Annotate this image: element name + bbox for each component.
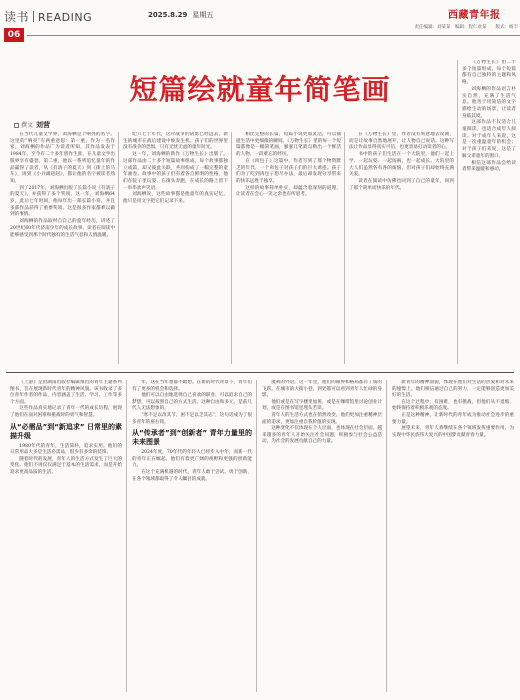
paragraph: “寒不足以改其节，困不足以乏其志”，这句话成为了很多青年的座右铭。 — [132, 412, 252, 425]
upper-column-4 — [349, 132, 454, 364]
section-separator — [6, 372, 514, 373]
paragraph: 新青年的精神面貌，体现在他们对生活的热爱和对未来的憧憬上。他们相信通过自己的努力，一定能够创造更加美好的生活。 — [392, 380, 514, 399]
masthead: 西藏青年报 — [448, 10, 501, 21]
paragraph: 在这个充满机遇的时代，青年人敢于尝试、勇于创新，在各个领域都取得了令人瞩目的成就。 — [132, 469, 252, 482]
paragraph: 到了2017年，刘海栖出版了长篇小说《有鸽子的夏天》，并获得了多个奖项。这一年，刘海栖64岁。此后七年时间，他每年出一部长篇小说，并且多部作品获得了重要奖项。这是很多作家都难以做到的事情。 — [10, 185, 115, 218]
column-divider — [118, 132, 119, 364]
column-divider — [231, 132, 232, 364]
byline-label: 撰文 — [21, 122, 34, 129]
paragraph: 书中的孩子们生活在一个大院里，他们一起上学、一起玩耍、一起闯祸，也一起成长。大院里的大人们虽然各有各的烦恼，但对孩子们却始终充满关爱。 — [349, 152, 454, 178]
lower-column-1 — [10, 380, 122, 692]
paragraph: 在当代儿童文学界，刘海栖是个响亮的名字。这里的“响亮”有两重意思：第一重，作为一名作家，刘海栖的作品广为读者所知，其作品发表于1984年，至今有二十多年创作生涯，在儿童文学出版界享有盛誉。第二重，他以一系列追忆童年的作品赢得了读者，从《有鸽子的夏天》到《街上的马车》，再到《小兵雄赳赳》，都让他的名字被读者熟知。 — [10, 132, 115, 184]
paragraph: 刘海栖说，这些故事都是他童年的真实记忆，他只是用文字把它们记录下来。 — [123, 192, 228, 205]
upper-column-5 — [462, 60, 516, 370]
paragraph: 1980年代的青年，生活简朴，追求实用。他们的日常用品大多是生活必需品，很少有多余的装饰。 — [10, 443, 122, 456]
paragraph: 在这个过程中，有困难，也有挑战，但他们从不退缩，始终保持着积极乐观的态度。 — [392, 399, 514, 412]
byline-author: 刘营 — [36, 121, 51, 129]
column-divider — [457, 60, 458, 364]
date-text: 2025.8.29 — [148, 11, 188, 19]
paragraph: 相信这部作品会给读者带来温暖和感动。 — [462, 160, 516, 173]
paragraph: 在《肉包子》这篇中，作者写到了那个物资匮乏的年代，一个肉包子对孩子们的巨大诱惑。孩子们为了吃到肉包子想尽办法，最后却发现分享带来的快乐远胜于独享。 — [236, 158, 341, 184]
section-label-en: READING — [38, 11, 93, 24]
paragraph: 《万物生长》由二十多个短篇组成，每个短篇都有自己独特的主题和风格。 — [462, 60, 516, 86]
paragraph: 在《万物生长》里，作者没有刻意地去说教，而是让故事自然地展开，让人物自己说话。这种写法让作品显得真实可信，也更容易打动读者的心。 — [349, 132, 454, 151]
upper-column-2 — [123, 132, 228, 364]
paragraph: 年，这在当年想都不敢想。在新的时代背景下，青年们有了更多的机会和选择。 — [132, 380, 252, 392]
weekday-text: 星期五 — [192, 11, 214, 19]
column-divider — [386, 380, 387, 692]
section-divider — [33, 11, 34, 22]
paragraph: 这种变化不仅体现在个人层面，也体现在社会层面。越来越多的青年人开始关注社会问题，积极参与社会公益活动，为社会的发展贡献自己的力量。 — [262, 426, 382, 445]
editor-credits: 责任编辑：刘某某 编辑：程仁欢某 版式：杨丰 — [414, 25, 518, 30]
paragraph: 这部作品不仅适合儿童阅读，也适合成年人阅读。对于成年人来说，这是一次重温童年的机会；对于孩子们来说，这是了解父辈童年的窗口。 — [462, 120, 516, 159]
paragraph: 流利的外语，这一年里，他们的眼界和格局都有了质的飞跃。在城市的大街小巷，到处都可以看到青年人忙碌的身影。 — [262, 380, 382, 399]
paragraph: 青年人的生活方式也在悄然改变。他们更加注重精神层面的追求，更加注重自我价值的实现。 — [262, 412, 382, 425]
column-divider — [256, 380, 257, 692]
column-divider — [344, 132, 345, 364]
paragraph: 随着时代的发展，青年人的生活方式发生了巨大的变化。他们不再仅仅满足于基本的生活需求，而是开始追求更高品质的生活。 — [10, 456, 122, 475]
lower-column-2 — [132, 380, 252, 692]
paragraph: 相比完整的长篇，短篇小说更加灵活，可以捕捉生活中更细微的瞬间。《万物生长》里的每一个短篇都像是一幅简笔画，寥寥几笔就勾勒出一个鲜活的人物、一段难忘的经历。 — [236, 132, 341, 158]
section-label — [4, 8, 92, 25]
page-header — [0, 0, 520, 50]
column-divider — [126, 380, 127, 692]
paragraph: 读者在阅读中仿佛也回到了自己的童年，回到了那个简单而快乐的年代。 — [349, 178, 454, 191]
paragraph: 展望未来，青年人将继续在各个领域发挥重要作用，为实现中华民族伟大复兴的中国梦贡献青春力量。 — [392, 426, 514, 438]
paragraph: 这一年，刘海栖的新作《万物生长》出版了。这部作品由二十多个短篇故事组成，每个故事都独立成篇，却又彼此关联，共同构成了一幅完整的童年画卷。故事中的孩子们有着各自鲜明的性格，他们在院子里玩耍、在街头奔跑，在成长的路上留下一串串欢声笑语。 — [123, 152, 228, 191]
page-number-badge: 06 — [4, 28, 24, 42]
paragraph: 《上游》是由湖南出版社编辑推出的青年主题系列图书，旨在展现新时代青年的精神风貌。该书收录了多位青年作者的作品，内容涵盖了生活、学习、工作等多个方面。 — [10, 380, 122, 405]
paragraph: 正是这种精神，让新时代的青年成为推动社会进步的重要力量。 — [392, 412, 514, 425]
subheading: 从“传承者”到“创新者” 青年力量里的未来图景 — [132, 429, 252, 447]
paragraph: 这样的故事简单朴实，却蕴含着深刻的道理，让读者在会心一笑之余也有所思考。 — [236, 185, 341, 198]
upper-column-3 — [236, 132, 341, 364]
article-headline: 短篇绘就童年简笔画 — [129, 73, 391, 106]
subheading: 从“必需品”到“新追求” 日常里的素描升级 — [10, 422, 122, 440]
paragraph: 纪六七十年代，这片战争的阴影已经远去，新生的城市在战后建设中焕发生机。孩子们的世界里没有战争的恐惧，只有无忧无虑的童年时光。 — [123, 132, 228, 151]
paragraph: 刘海栖的作品语言朴实自然，充满了生活气息。他善于用简洁的文字描绘生动的场景，让读者身临其境。 — [462, 86, 516, 119]
paragraph: 他们可以自由地选择自己喜欢的职业，可以追求自己的梦想，可以按照自己的方式生活。这种自由和多元，是前几代人无法想象的。 — [132, 393, 252, 412]
paragraph: 刘海栖的作品取材自自己的童年经历，讲述了20世纪60年代济南少年的成长故事。读者在阅读中能够感受到那个时代独有的生活气息和人情温暖。 — [10, 219, 115, 238]
upper-column-1 — [10, 132, 115, 364]
paragraph: 他们或是在写字楼里加班，或是在咖啡馆里讨论创业计划，或是在图书馆里埋头苦读。 — [262, 399, 382, 412]
header-rule — [27, 35, 520, 36]
lower-column-3 — [262, 380, 382, 692]
byline-box-icon — [14, 123, 19, 128]
issue-date — [148, 10, 213, 20]
paragraph: 这些作品真实地记录了青年一代的成长历程，展现了他们在面对困难和挑战时的勇气和智慧。 — [10, 406, 122, 418]
section-label-zh: 读书 — [4, 10, 30, 24]
lower-column-4 — [392, 380, 514, 692]
paragraph: 2024年度，70年代的年轻人已经步入中年，而新一代的青年正在崛起。他们有着更广阔的视野和更强的创新能力。 — [132, 450, 252, 469]
byline — [14, 120, 50, 130]
